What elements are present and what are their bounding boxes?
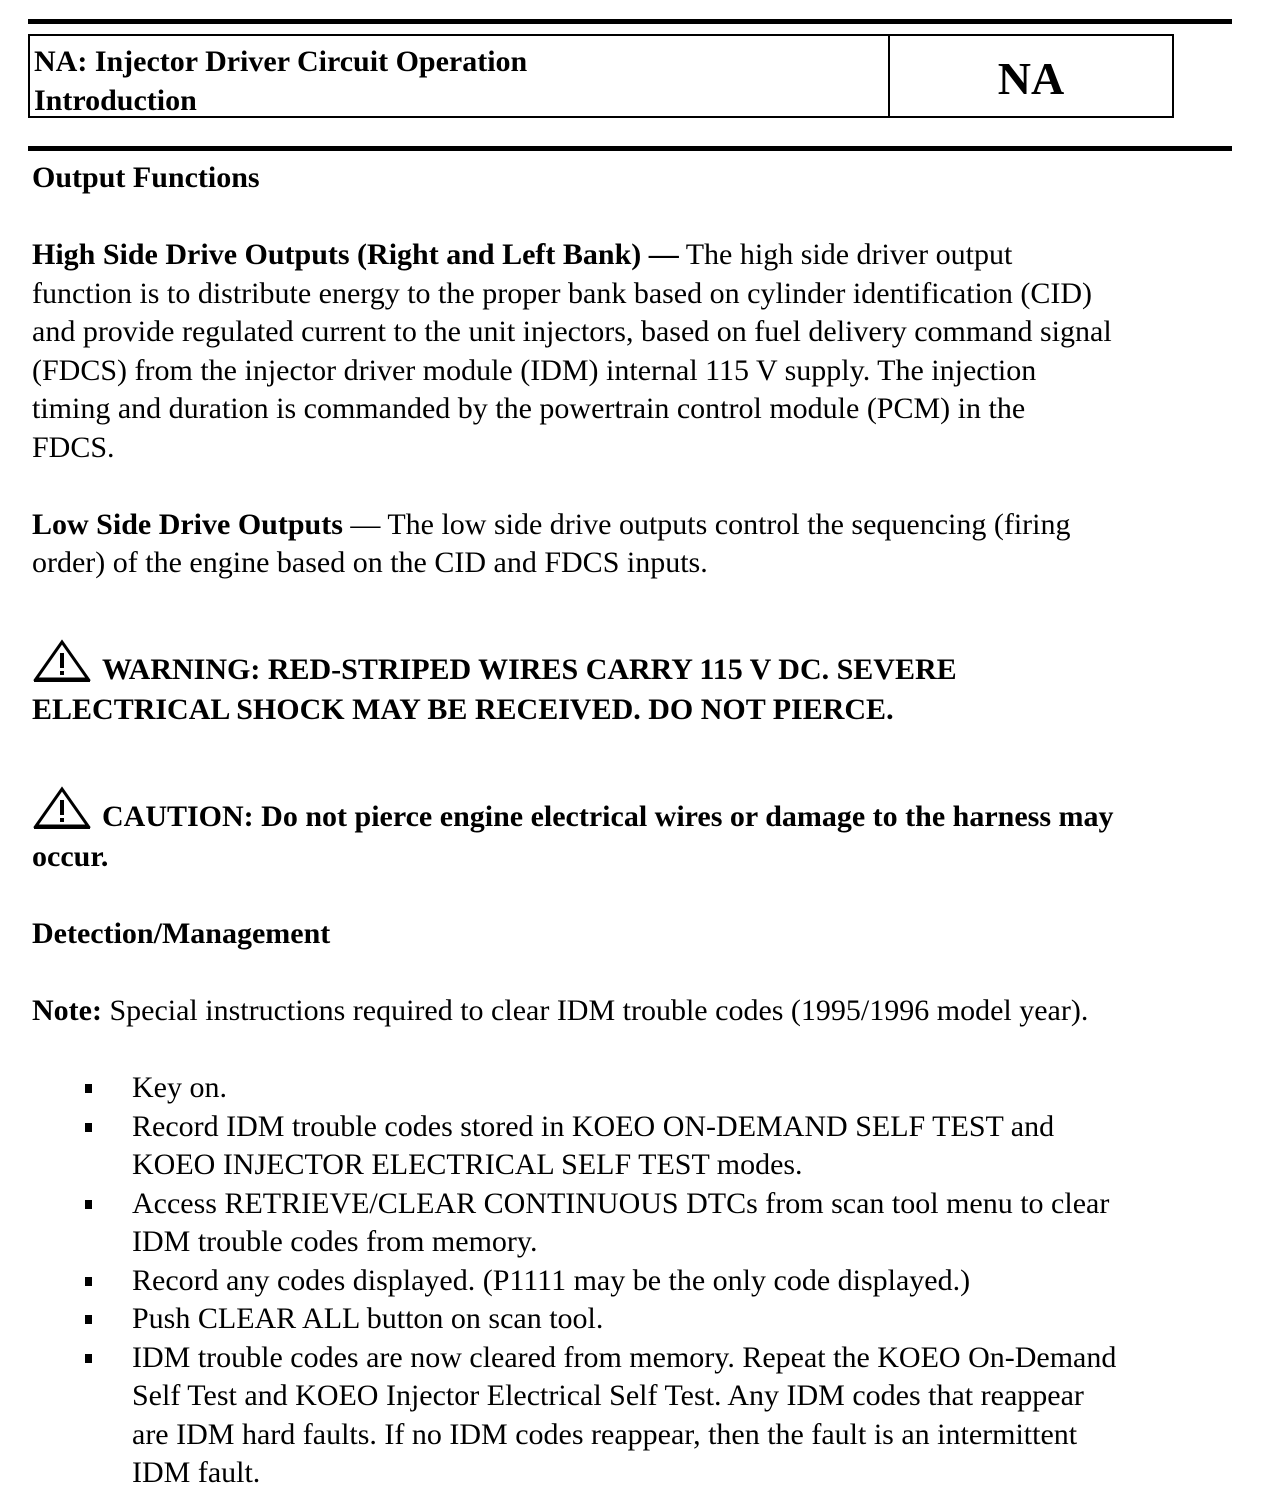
warning-line2: ELECTRICAL SHOCK MAY BE RECEIVED. DO NOT PIERCE. (32, 692, 894, 726)
caution-line1: CAUTION: Do not pierce engine electrical wires or damage to the harness may (102, 799, 1114, 833)
list-item: Access RETRIEVE/CLEAR CONTINUOUS DTCs from scan tool menu to clear IDM trouble codes from memory. (32, 1185, 1242, 1262)
caution-block (32, 786, 1242, 877)
bullet-icon (85, 1315, 92, 1324)
high-side-label: High Side Drive Outputs (Right and Left Bank) — (32, 238, 679, 271)
low-side-line1: — The low side drive outputs control the sequencing (firing (342, 507, 1071, 541)
note-paragraph (32, 992, 1242, 1031)
list-item: Key on. (32, 1069, 1242, 1108)
note-text: Special instructions required to clear IDM trouble codes (1995/1996 model year). (101, 994, 1089, 1027)
header-title-line2: Introduction (34, 84, 197, 117)
header-title-line1: NA: Injector Driver Circuit Operation (34, 45, 528, 78)
document-body (32, 159, 1242, 1493)
high-side-line5: timing and duration is commanded by the powertrain control module (PCM) in the (32, 392, 1026, 425)
warning-line1: WARNING: RED-STRIPED WIRES CARRY 115 V DC. SEVERE (102, 652, 957, 686)
steps-list (32, 1069, 1242, 1493)
list-item: Record any codes displayed. (P1111 may be the only code displayed.) (32, 1262, 1242, 1301)
bullet-icon (85, 1354, 92, 1363)
bullet-icon (85, 1084, 92, 1093)
top-rule (28, 19, 1232, 24)
low-side-label: Low Side Drive Outputs (32, 507, 343, 541)
list-item: Record IDM trouble codes stored in KOEO ON-DEMAND SELF TEST and KOEO INJECTOR ELECTRICAL SELF TEST modes. (32, 1108, 1242, 1185)
caution-line2: occur. (32, 839, 109, 873)
high-side-line2: function is to distribute energy to the proper bank based on cylinder identification (CID) (32, 276, 1093, 310)
high-side-line6: FDCS. (32, 430, 115, 464)
caution-triangle-icon (32, 786, 92, 830)
list-item: Push CLEAR ALL button on scan tool. (32, 1300, 1242, 1339)
warning-triangle-icon (32, 639, 92, 683)
header-table (28, 34, 1174, 118)
high-side-line1: The high side driver output (678, 238, 1013, 271)
bullet-icon (85, 1277, 92, 1286)
output-functions-heading: Output Functions (32, 161, 260, 194)
header-code: NA (997, 52, 1065, 104)
low-side-paragraph (32, 506, 1242, 583)
detection-heading: Detection/Management (32, 917, 331, 950)
list-item: IDM trouble codes are now cleared from memory. Repeat the KOEO On-Demand Self Test and KOEO Injector Electrical Self Test. Any IDM codes that reappear are IDM hard faults. If no IDM codes reappear, then the fault is an intermittent IDM fault. (32, 1339, 1242, 1493)
high-side-line3: and provide regulated current to the unit injectors, based on fuel delivery command signal (32, 315, 1112, 348)
high-side-paragraph (32, 236, 1242, 467)
bullet-icon (85, 1123, 92, 1132)
header-bottom-rule (28, 146, 1232, 151)
high-side-line4: (FDCS) from the injector driver module (IDM) internal 115 V supply. The injection (32, 353, 1037, 387)
note-label: Note: (32, 994, 102, 1027)
warning-block (32, 639, 1242, 730)
header-title (30, 36, 890, 116)
low-side-line2: order) of the engine based on the CID and FDCS inputs. (32, 546, 708, 579)
bullet-icon (85, 1200, 92, 1209)
